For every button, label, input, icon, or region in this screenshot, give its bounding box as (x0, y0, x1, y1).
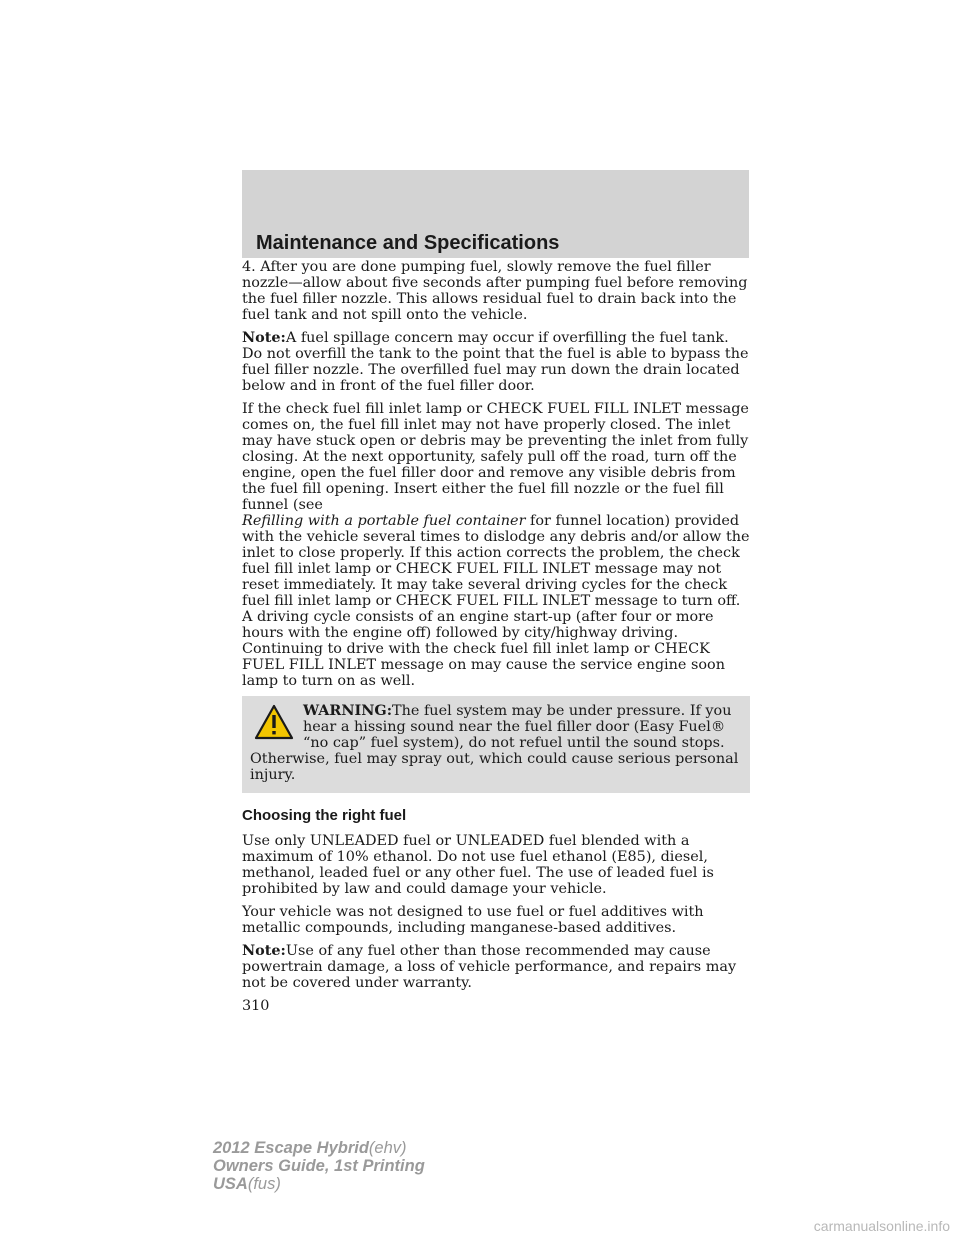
step-4-paragraph: 4. After you are done pumping fuel, slowly remove the fuel filler nozzle—allow about five seconds after pumping fuel before removing the fuel filler nozzle. This allows residual fuel to drain back into the fuel tank and not spill onto the vehicle. (242, 259, 748, 323)
section-title: Maintenance and Specifications (256, 232, 560, 254)
footer-line-2: Owners Guide, 1st Printing (213, 1157, 425, 1175)
warning-text: The fuel system may be under pressure. If you hear a hissing sound near the fuel filler door (Easy Fuel® “no cap” fuel system), do not refuel until the sound stops. Otherwise, fuel may spray out, which could cause serious personal injury. (250, 703, 739, 783)
warning-triangle-icon (254, 704, 294, 740)
warning-label: WARNING: (303, 702, 393, 719)
page-number: 310 (242, 998, 270, 1014)
footer-line-3 (213, 1175, 425, 1193)
warning-box (242, 696, 750, 793)
note-label: Note: (242, 329, 286, 346)
fuel-paragraph-2: Your vehicle was not designed to use fuel or fuel additives with metallic compounds, including manganese-based additives. (242, 904, 704, 936)
check-fuel-text-part1: If the check fuel fill inlet lamp or CHECK FUEL FILL INLET message comes on, the fuel fill inlet may not have properly closed. The inlet may have stuck open or debris may be preventing the inlet from fully closing. At the next opportunity, safely pull off the road, turn off the engine, open the fuel filler door and remove any visible debris from the fuel fill opening. Insert either the fuel fill nozzle or the fuel fill funnel (see (242, 401, 749, 513)
footer-region-code: (fus) (247, 1175, 281, 1193)
footer-region: USA (213, 1175, 248, 1193)
footer-model-code: (ehv) (368, 1139, 407, 1157)
footer-model: 2012 Escape Hybrid (213, 1139, 369, 1157)
note-paragraph-2 (242, 943, 750, 991)
footer-line-1 (213, 1139, 425, 1157)
section-header-band (242, 170, 749, 258)
fuel-paragraph-1: Use only UNLEADED fuel or UNLEADED fuel blended with a maximum of 10% ethanol. Do not use fuel ethanol (E85), diesel, methanol, leaded fuel or any other fuel. The use of leaded fuel is prohibited by law and could damage your vehicle. (242, 833, 714, 897)
note-text-2: Use of any fuel other than those recommended may cause powertrain damage, a loss of vehicle performance, and repairs may not be covered under warranty. (242, 943, 737, 991)
note-paragraph (242, 330, 750, 394)
note-text: A fuel spillage concern may occur if overfilling the fuel tank. Do not overfill the tank to the point that the fuel is able to bypass the fuel filler nozzle. The overfilled fuel may run down the drain located below and in front of the fuel filler door. (242, 330, 749, 394)
check-fuel-fill-paragraph (242, 401, 750, 689)
page-content (242, 259, 750, 1014)
note-label-2: Note: (242, 942, 286, 959)
document-footer (213, 1139, 425, 1193)
section-heading: Choosing the right fuel (242, 807, 407, 824)
watermark: carmanualsonline.info (813, 1218, 950, 1234)
check-fuel-text-part2: for funnel location) provided with the vehicle several times to dislodge any debris and/or allow the inlet to close properly. If this action corrects the problem, the check fuel fill inlet lamp or CHECK FUEL FILL INLET message may not reset immediately. It may take several driving cycles for the check fuel fill inlet lamp or CHECK FUEL FILL INLET message to turn off. A driving cycle consists of an engine start-up (after four or more hours with the engine off) followed by city/highway driving. Continuing to drive with the check fuel fill inlet lamp or CHECK FUEL FILL INLET message on may cause the service engine soon lamp to turn on as well. (242, 513, 750, 689)
cross-reference-link[interactable]: Refilling with a portable fuel container (242, 513, 526, 529)
warning-paragraph (250, 703, 741, 783)
